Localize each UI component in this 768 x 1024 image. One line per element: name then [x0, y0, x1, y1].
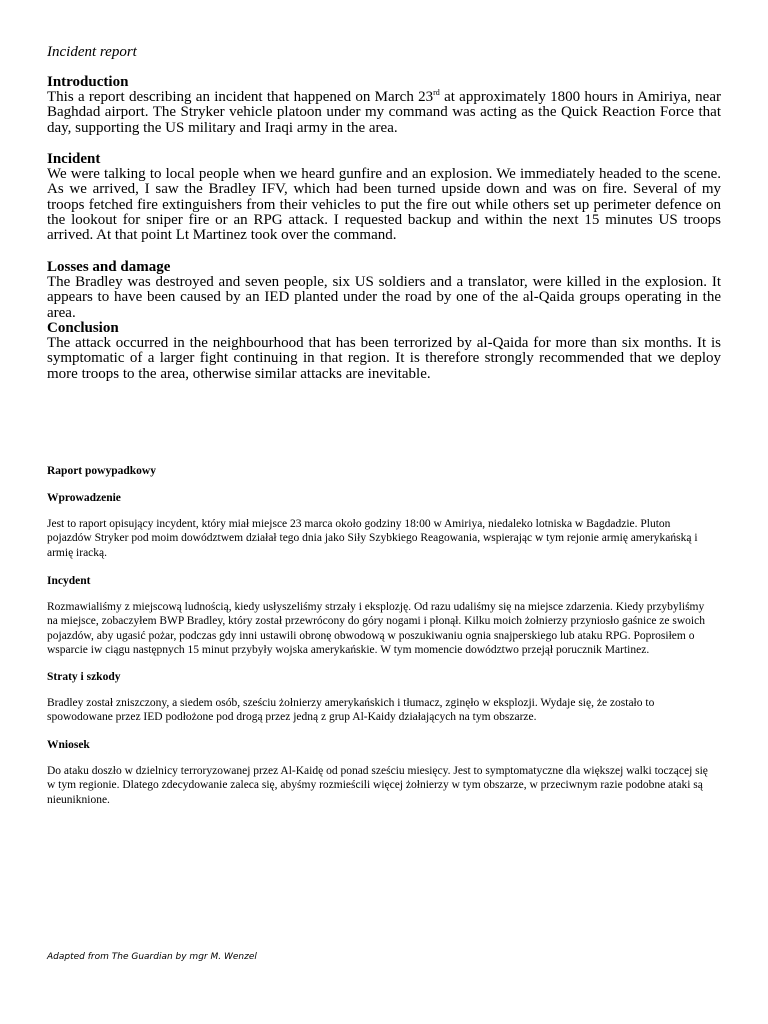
body-losses: The Bradley was destroyed and seven people, six US soldiers and a translator, were killed in the explosion. It appears to have been caused by an IED planted under the road by one of the al-Qaida groups operating in the area.	[47, 274, 721, 321]
polish-title: Raport powypadkowy	[47, 465, 156, 477]
body-wprowadzenie: Jest to raport opisujący incydent, który miał miejsce 23 marca około godziny 18:00 w Amiriya, niedaleko lotniska w Bagdadzie. Pluton pojazdów Stryker pod moim dowództwem działał tego dnia jako Siły Szybkiego Reagowania, wspierając w tym rejonie armię amerykańską i armię iracką.	[47, 518, 698, 559]
body-incydent: Rozmawialiśmy z miejscową ludnością, kiedy usłyszeliśmy strzały i eksplozję. Od razu udaliśmy się na miejsce zdarzenia. Kiedy przybyliśmy na miejsce, zobaczyłem BWP Bradley, który został przewrócony do góry nogami i płonął. Kilku moich żołnierzy przyniosło gaśnice ze swoich pojazdów, aby ugasić pożar, podczas gdy inni ustawili obronę obwodową w poszukiwaniu ognia snajperskiego lub ataku RPG. Poprosiłem o wsparcie iw ciągu następnych 15 minut przybyły wojska amerykańskie. W tym momencie dowództwo przejął porucznik Martinez.	[47, 601, 705, 656]
section-incident	[47, 152, 721, 243]
footer-credit: Adapted from The Guardian by mgr M. Wenzel	[47, 952, 257, 962]
section-introduction	[47, 75, 721, 136]
body-conclusion: The attack occurred in the neighbourhood that has been terrorized by al-Qaida for more than six months. It is symptomatic of a larger fight continuing in that region. It is therefore strongly recommended that we deploy more troops to the area, otherwise similar attacks are inevitable.	[47, 335, 721, 382]
heading-straty: Straty i szkody	[47, 671, 121, 683]
body-incident: We were talking to local people when we heard gunfire and an explosion. We immediately headed to the scene. As we arrived, I saw the Bradley IFV, which had been turned upside down and was on fire. Several of my troops fetched fire extinguishers from their vehicles to put the fire out while others set up perimeter defence on the lookout for sniper fire or an RPG attack. I requested backup and within the next 15 minutes US troops arrived. At that point Lt Martinez took over the command.	[47, 166, 721, 244]
heading-conclusion: Conclusion	[47, 320, 119, 336]
english-title: Incident report	[47, 44, 137, 60]
heading-incydent: Incydent	[47, 575, 91, 587]
heading-wprowadzenie: Wprowadzenie	[47, 492, 121, 504]
heading-introduction: Introduction	[47, 74, 129, 90]
ordinal-suffix: rd	[433, 88, 440, 97]
body-introduction: This a report describing an incident that happened on March 23rd at approximately 1800 hours in Amiriya, near Baghdad airport. The Stryker vehicle platoon under my command was acting as the Quick Reaction Force that day, supporting the US military and Iraqi army in the area.	[47, 88, 721, 136]
heading-wniosek: Wniosek	[47, 739, 90, 751]
body-straty: Bradley został zniszczony, a siedem osób, sześciu żołnierzy amerykańskich i tłumacz, zginęło w eksplozji. Wydaje się, że zostało to spowodowane przez IED podłożone pod drogą przez jedną z grup Al-Kaidy działających na tym obszarze.	[47, 697, 655, 724]
body-wniosek: Do ataku doszło w dzielnicy terroryzowanej przez Al-Kaidę od ponad sześciu miesięcy. Jest to symptomatyczne dla większej walki toczącej się w tym regionie. Dlatego zdecydowanie zaleca się, abyśmy rozmieścili więcej żołnierzy w tym obszarze, w przeciwnym razie podobne ataki są nieuniknione.	[47, 765, 708, 806]
heading-losses: Losses and damage	[47, 259, 171, 275]
heading-incident: Incident	[47, 151, 101, 167]
section-losses	[47, 260, 721, 321]
section-conclusion	[47, 321, 721, 382]
